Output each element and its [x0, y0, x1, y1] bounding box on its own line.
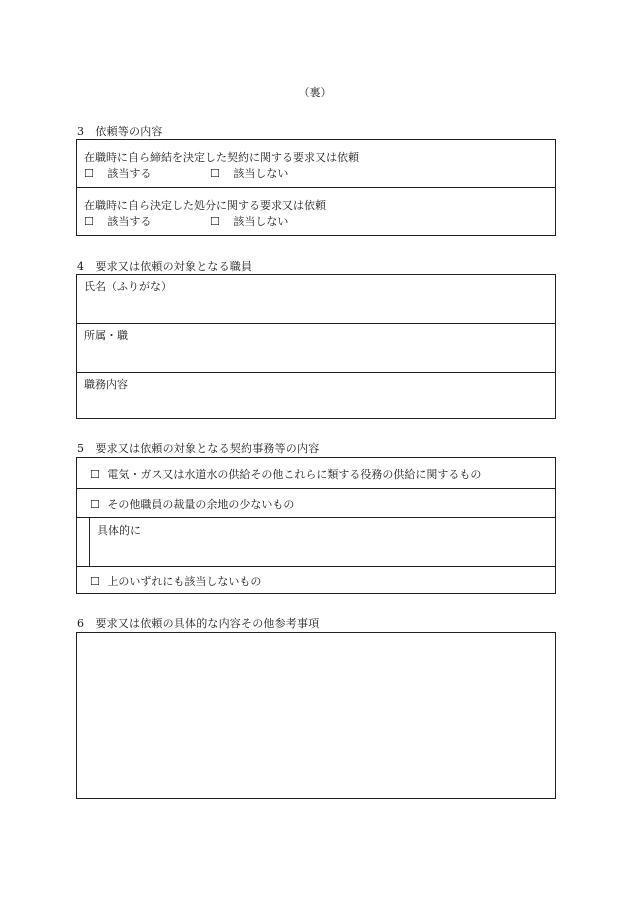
utility-supply-checkbox[interactable]: ☐ [90, 468, 100, 481]
contract-no-label: 該当しない [233, 167, 289, 180]
page-title: （裏） [298, 86, 332, 99]
section6-heading: 6 要求又は依頼の具体的な内容その他参考事項 [77, 617, 320, 630]
section3-box [76, 139, 556, 236]
utility-supply-line [90, 466, 481, 482]
none-applicable-line [90, 573, 261, 589]
affiliation-field[interactable] [77, 323, 555, 372]
contract-request-options [84, 165, 289, 181]
contract-yes-label: 該当する [107, 167, 152, 180]
reference-details-field[interactable] [76, 632, 556, 799]
disposition-no-label: 該当しない [233, 215, 289, 228]
low-discretion-label: その他職員の裁量の余地の少ないもの [107, 498, 295, 511]
affiliation-field-label: 所属・職 [84, 329, 128, 342]
contract-yes-checkbox[interactable]: ☐ [84, 167, 94, 180]
duties-field-label: 職務内容 [84, 378, 128, 391]
disposition-request-row [77, 187, 555, 235]
disposition-yes-label: 該当する [107, 215, 152, 228]
utility-supply-label: 電気・ガス又は水道水の供給その他これらに類する役務の供給に関するもの [107, 468, 482, 481]
contract-request-question: 在職時に自ら締結を決定した契約に関する要求又は依頼 [84, 151, 359, 164]
contract-no-option [210, 165, 288, 181]
disposition-no-checkbox[interactable]: ☐ [210, 215, 220, 228]
utility-supply-option[interactable] [77, 458, 555, 488]
none-applicable-option[interactable] [77, 566, 555, 593]
contract-no-checkbox[interactable]: ☐ [210, 167, 220, 180]
specific-details-label: 具体的に [97, 524, 141, 537]
section4-heading: 4 要求又は依頼の対象となる職員 [77, 260, 253, 273]
section4-box [76, 274, 556, 419]
disposition-request-question: 在職時に自ら決定した処分に関する要求又は依頼 [84, 199, 326, 212]
section3-heading: 3 依頼等の内容 [77, 125, 163, 138]
none-applicable-label: 上のいずれにも該当しないもの [107, 575, 262, 588]
disposition-request-options [84, 213, 289, 229]
name-field[interactable] [77, 275, 555, 323]
low-discretion-line [90, 496, 294, 512]
name-field-label: 氏名（ふりがな） [84, 280, 172, 293]
duties-field[interactable] [77, 372, 555, 418]
disposition-yes-checkbox[interactable]: ☐ [84, 215, 94, 228]
section5-heading: 5 要求又は依頼の対象となる契約事務等の内容 [77, 442, 320, 455]
low-discretion-checkbox[interactable]: ☐ [90, 498, 100, 511]
disposition-no-option [210, 213, 288, 229]
section5-box [76, 457, 556, 594]
low-discretion-option[interactable] [77, 488, 555, 517]
specific-details-field[interactable] [77, 517, 555, 566]
indent-bar [89, 518, 90, 566]
none-applicable-checkbox[interactable]: ☐ [90, 575, 100, 588]
contract-request-row [77, 140, 555, 187]
